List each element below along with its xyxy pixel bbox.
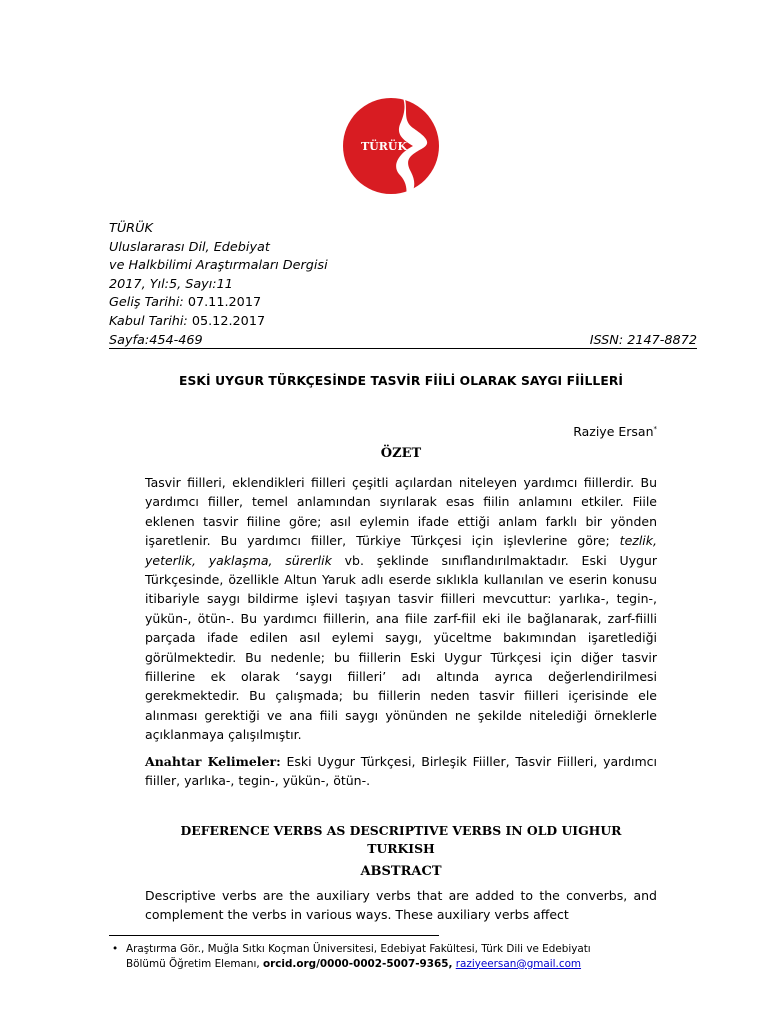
abstract-en: Descriptive verbs are the auxiliary verbs that are added to the converbs, and complement the verbs in various ways. These auxiliary verbs affect [145,888,657,923]
journal-issue: 2017, Yıl:5, Sayı:11 [109,276,233,292]
author [145,424,657,439]
accepted-date: Kabul Tarihi: 05.12.2017 [109,313,266,329]
footnote-divider [109,935,439,936]
author-name: Raziye Ersan [573,424,654,439]
journal-subtitle-1: Uluslararası Dil, Edebiyat [109,239,270,255]
orcid: orcid.org/0000-0002-5007-9365, [263,957,453,970]
paper-title-tr: ESKİ UYGUR TÜRKÇESİNDE TASVİR FİİLİ OLARAK SAYGI FİİLLERİ [178,374,624,388]
received-date: Geliş Tarihi: 07.11.2017 [109,295,262,311]
author-footnote-mark: * [653,424,657,433]
abstract-heading: ABSTRACT [360,864,442,879]
header-divider [109,348,697,349]
journal-logo [341,88,441,208]
journal-name: TÜRÜK [109,221,153,236]
email-link[interactable]: raziyeersan@gmail.com [455,957,582,970]
turuk-logo-icon [341,88,441,208]
keywords [145,752,657,791]
ozet-heading: ÖZET [380,446,422,461]
keywords-label: Anahtar Kelimeler: [145,754,281,769]
page-range: Sayfa:454-469 [109,332,203,348]
journal-meta [109,220,697,350]
abstract-tr: Tasvir fiilleri, eklendikleri fiilleri çeşitli açılardan niteleyen yardımcı fiillerdir. Bu yardımcı fiiller, temel anlamından sıyrılarak esas fiilin anlamını etkiler. Fiile eklenen tasvir fiiline göre; asıl eylemin ifade ettiği anlam farklı bir yönden işaretlenir. Bu yardımcı fiiller, Türkiye Türkçesi için işlevlerine göre; tezlik, yeterlik, yaklaşma, sürerlik vb. şeklinde sınıflandırılmaktadır. Eski Uygur Türkçesinde, özellikle Altun Yaruk adlı eserde sıklıkla kullanılan ve eserin konusu itibariyle saygı bildirme işlevi taşıyan tasvir fiilleri mevcuttur: yarlıka-, tegin-, yükün-, ötün-. Bu yardımcı fiillerin, ana fiile zarf-fiil eki ile bağlanarak, zarf-fiilli parçada ifade edilen asıl eylemi saygı, yüceltme bakımından işaretlediği görülmektedir. Bu nedenle; bu fiillerin Eski Uygur Türkçesi için diğer tasvir fiillerine ek olarak ‘saygı fiilleri’ adı altında ayrıca değerlendirilmesi gerekmektedir. Bu çalışmada; bu fiillerin neden tasvir fiilleri içerisinde ele alınması gerektiği ve ana fiili saygı yönünden ne şekilde nitelediği örneklerle açıklanmaya çalışılmıştır. [145,475,657,743]
issn: ISSN: 2147-8872 [589,332,697,348]
logo-text: TÜRÜK [361,140,408,153]
paper-title-en: DEFERENCE VERBS AS DESCRIPTIVE VERBS IN OLD UIGHUR TURKISH [180,823,622,856]
footnote: • Araştırma Gör., Muğla Sıtkı Koçman Üniversitesi, Edebiyat Fakültesi, Türk Dili ve Edebiyatı Bölümü Öğretim Elemanı, orcid.org/0000-0002-5007-9365, raziyeersan@gmail.com [112,943,591,970]
footnote-bullet: • [112,943,119,955]
keywords-text: Eski Uygur Türkçesi, Birleşik Fiiller, Tasvir Fiilleri, yardımcı fiiller, yarlıka-, tegin-, yükün-, ötün-. [145,754,658,789]
journal-subtitle-2: ve Halkbilimi Araştırmaları Dergisi [109,258,328,274]
abstract-tr-italic-terms: tezlik, yeterlik, yaklaşma, sürerlik [145,533,657,568]
